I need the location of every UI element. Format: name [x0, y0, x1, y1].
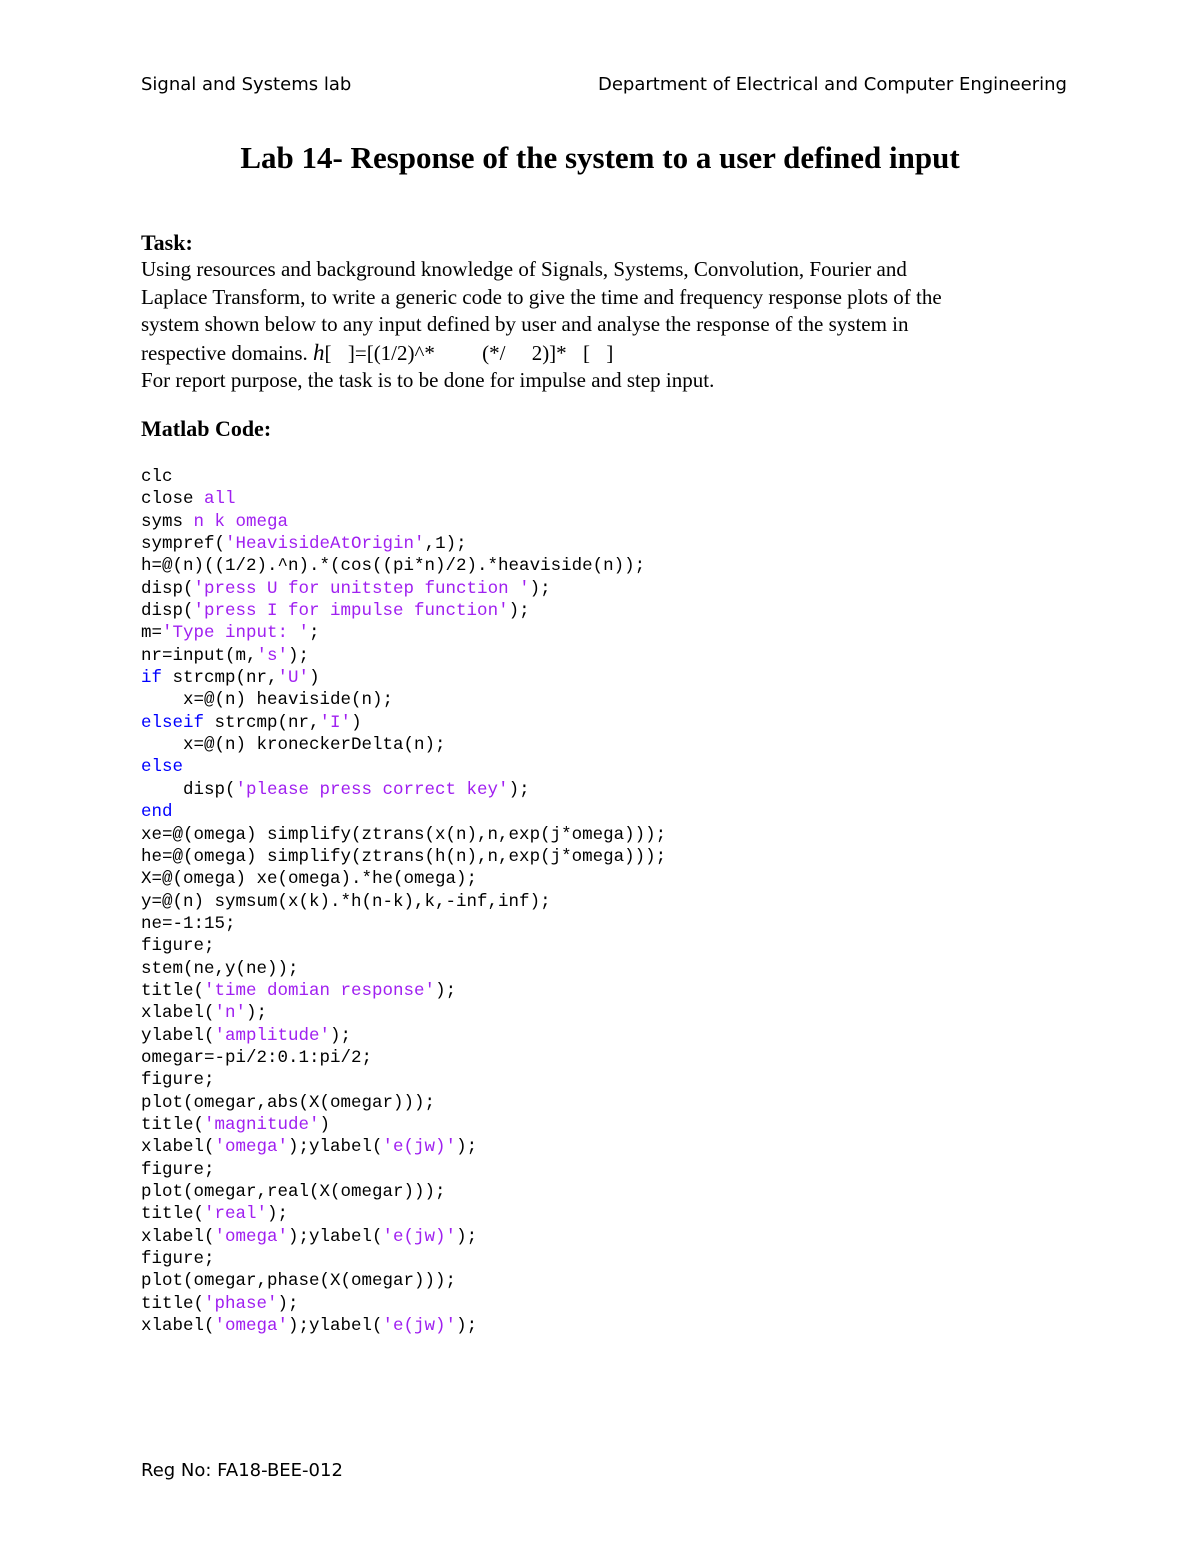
code-text: disp( — [141, 779, 236, 800]
code-line — [141, 891, 666, 913]
code-text: strcmp(nr, — [162, 668, 278, 689]
code-text: plot(omegar,abs(X(omegar))); — [141, 1092, 436, 1113]
code-text: x=@(n) kroneckerDelta(n); — [141, 735, 446, 756]
code-text: );ylabel( — [288, 1316, 383, 1337]
code-text: ); — [330, 1025, 352, 1046]
code-text: figure; — [141, 1249, 215, 1270]
code-text: ); — [267, 1204, 289, 1225]
code-string: 'omega' — [214, 1316, 289, 1337]
math-symbol: h — [313, 339, 325, 365]
code-string: 'HeavisideAtOrigin' — [225, 534, 425, 555]
code-line — [141, 645, 666, 667]
code-string: 'amplitude' — [214, 1025, 331, 1046]
page-title: Lab 14- Response of the system to a user defined input — [240, 140, 960, 175]
code-text: xe=@(omega) simplify(ztrans(x(n),n,exp(j*omega))); — [141, 824, 667, 845]
code-text: plot(omegar,real(X(omegar))); — [141, 1182, 446, 1202]
code-string: 'magnitude' — [204, 1114, 320, 1135]
code-text: ); — [456, 1137, 478, 1158]
code-string: all — [204, 489, 236, 510]
code-text: title( — [141, 980, 205, 1001]
code-string: 'real' — [204, 1204, 268, 1225]
code-text: m= — [141, 623, 163, 644]
code-text: syms — [141, 511, 194, 532]
code-keyword: elseif — [141, 712, 205, 733]
code-line — [141, 555, 666, 577]
code-text: ); — [277, 1293, 299, 1314]
code-line — [141, 846, 666, 868]
code-text: ); — [435, 980, 457, 1001]
code-text: ) — [319, 1114, 331, 1135]
header-course: Signal and Systems lab — [141, 74, 352, 95]
code-line — [141, 466, 666, 488]
code-text: y=@(n) symsum(x(k).*h(n-k),k,-inf,inf); — [141, 891, 551, 912]
code-string: 'time domian response' — [204, 980, 436, 1001]
code-text: sympref( — [141, 534, 226, 555]
code-line — [141, 533, 666, 555]
code-text: ); — [529, 578, 551, 599]
code-string: 'omega' — [214, 1137, 289, 1158]
code-text: title( — [141, 1204, 205, 1225]
code-line — [141, 801, 666, 823]
code-line — [141, 1047, 666, 1069]
code-line — [141, 1248, 666, 1270]
code-text: figure; — [141, 1159, 215, 1180]
code-text: ,1); — [424, 534, 467, 555]
task-line: system shown below to any input defined by user and analyse the response of the system in — [141, 312, 909, 336]
code-line — [141, 935, 666, 957]
code-text: figure; — [141, 936, 215, 957]
code-string: 'e(jw)' — [382, 1137, 457, 1158]
code-text: );ylabel( — [288, 1226, 383, 1247]
code-keyword: if — [141, 668, 163, 689]
code-text: disp( — [141, 578, 194, 599]
code-text: clc — [141, 467, 173, 487]
code-text: disp( — [141, 601, 194, 622]
code-text: close — [141, 489, 205, 510]
code-line — [141, 1136, 666, 1158]
code-line — [141, 1315, 666, 1337]
code-line — [141, 667, 666, 689]
code-line — [141, 1114, 666, 1136]
code-line — [141, 824, 666, 846]
code-line — [141, 689, 666, 711]
code-line — [141, 1226, 666, 1248]
code-string: 's' — [256, 645, 289, 666]
code-line — [141, 1092, 666, 1114]
code-text: ) — [309, 668, 320, 689]
code-string: 'Type input: ' — [162, 623, 310, 644]
code-line — [141, 958, 666, 980]
header-department: Department of Electrical and Computer Engineering — [598, 74, 1067, 95]
code-string: 'I' — [319, 712, 352, 733]
code-line — [141, 712, 666, 734]
footer-reg-no: Reg No: FA18-BEE-012 — [141, 1460, 343, 1481]
code-text: title( — [141, 1293, 205, 1314]
code-line — [141, 1069, 666, 1091]
code-text: h=@(n)((1/2).^n).*(cos((pi*n)/2).*heaviside(n)); — [141, 556, 646, 577]
code-string: 'please press correct key' — [235, 779, 509, 800]
code-string: 'omega' — [214, 1226, 289, 1247]
code-line — [141, 868, 666, 890]
code-line — [141, 980, 666, 1002]
code-string: 'press I for impulse function' — [193, 601, 509, 622]
code-text: ); — [288, 645, 310, 666]
code-text: ); — [246, 1003, 268, 1024]
code-text: xlabel( — [141, 1003, 215, 1024]
code-text: ); — [456, 1226, 478, 1247]
code-text: x=@(n) heaviside(n); — [141, 690, 394, 711]
code-line — [141, 734, 666, 756]
code-text: xlabel( — [141, 1137, 215, 1158]
code-line — [141, 622, 666, 644]
code-line — [141, 1203, 666, 1225]
code-text: nr=input(m, — [141, 645, 257, 666]
code-line — [141, 1159, 666, 1181]
code-text: xlabel( — [141, 1316, 215, 1337]
code-string: 'U' — [277, 668, 310, 689]
code-text: ) — [351, 712, 362, 733]
code-text: );ylabel( — [288, 1137, 383, 1158]
code-text: ; — [309, 623, 320, 644]
task-description — [141, 256, 1061, 395]
code-text: ); — [508, 601, 530, 622]
math-expression: [ ]=[(1/2)^* (*/ 2)]* [ ] — [324, 340, 614, 365]
code-text: X=@(omega) xe(omega).*he(omega); — [141, 869, 478, 890]
code-string: n k omega — [193, 511, 289, 532]
code-keyword: else — [141, 757, 184, 778]
code-line — [141, 1181, 666, 1203]
code-text: title( — [141, 1114, 205, 1135]
task-line: Using resources and background knowledge of Signals, Systems, Convolution, Fourier and — [141, 257, 907, 281]
code-line — [141, 913, 666, 935]
code-keyword: end — [141, 802, 173, 823]
code-text: ); — [508, 779, 530, 800]
code-text: stem(ne,y(ne)); — [141, 958, 299, 979]
code-heading: Matlab Code: — [141, 416, 272, 441]
code-line — [141, 1293, 666, 1315]
code-text: ne=-1:15; — [141, 913, 236, 934]
task-line: For report purpose, the task is to be done for impulse and step input. — [141, 368, 715, 392]
code-text: omegar=-pi/2:0.1:pi/2; — [141, 1047, 373, 1068]
code-line — [141, 756, 666, 778]
code-string: 'e(jw)' — [382, 1226, 457, 1247]
code-line — [141, 779, 666, 801]
task-line-text: respective domains. — [141, 340, 308, 365]
task-line: Laplace Transform, to write a generic code to give the time and frequency response plots of the — [141, 284, 942, 309]
code-line — [141, 578, 666, 600]
matlab-code-block — [141, 466, 666, 1337]
code-line — [141, 1002, 666, 1024]
code-text: xlabel( — [141, 1226, 215, 1247]
code-line — [141, 1270, 666, 1292]
code-text: figure; — [141, 1070, 215, 1091]
code-text: plot(omegar,phase(X(omegar))); — [141, 1271, 457, 1292]
code-string: 'n' — [214, 1003, 247, 1024]
task-heading: Task: — [141, 230, 193, 255]
code-string: 'e(jw)' — [382, 1316, 457, 1337]
code-line — [141, 511, 666, 533]
code-line — [141, 488, 666, 510]
code-string: 'press U for unitstep function ' — [193, 578, 530, 599]
code-text: he=@(omega) simplify(ztrans(h(n),n,exp(j*omega))); — [141, 846, 667, 867]
code-string: 'phase' — [204, 1293, 278, 1314]
code-text: strcmp(nr, — [204, 712, 320, 733]
code-text: ylabel( — [141, 1025, 215, 1046]
task-line — [141, 339, 1061, 368]
code-line — [141, 1025, 666, 1047]
code-text: ); — [456, 1316, 478, 1337]
code-line — [141, 600, 666, 622]
